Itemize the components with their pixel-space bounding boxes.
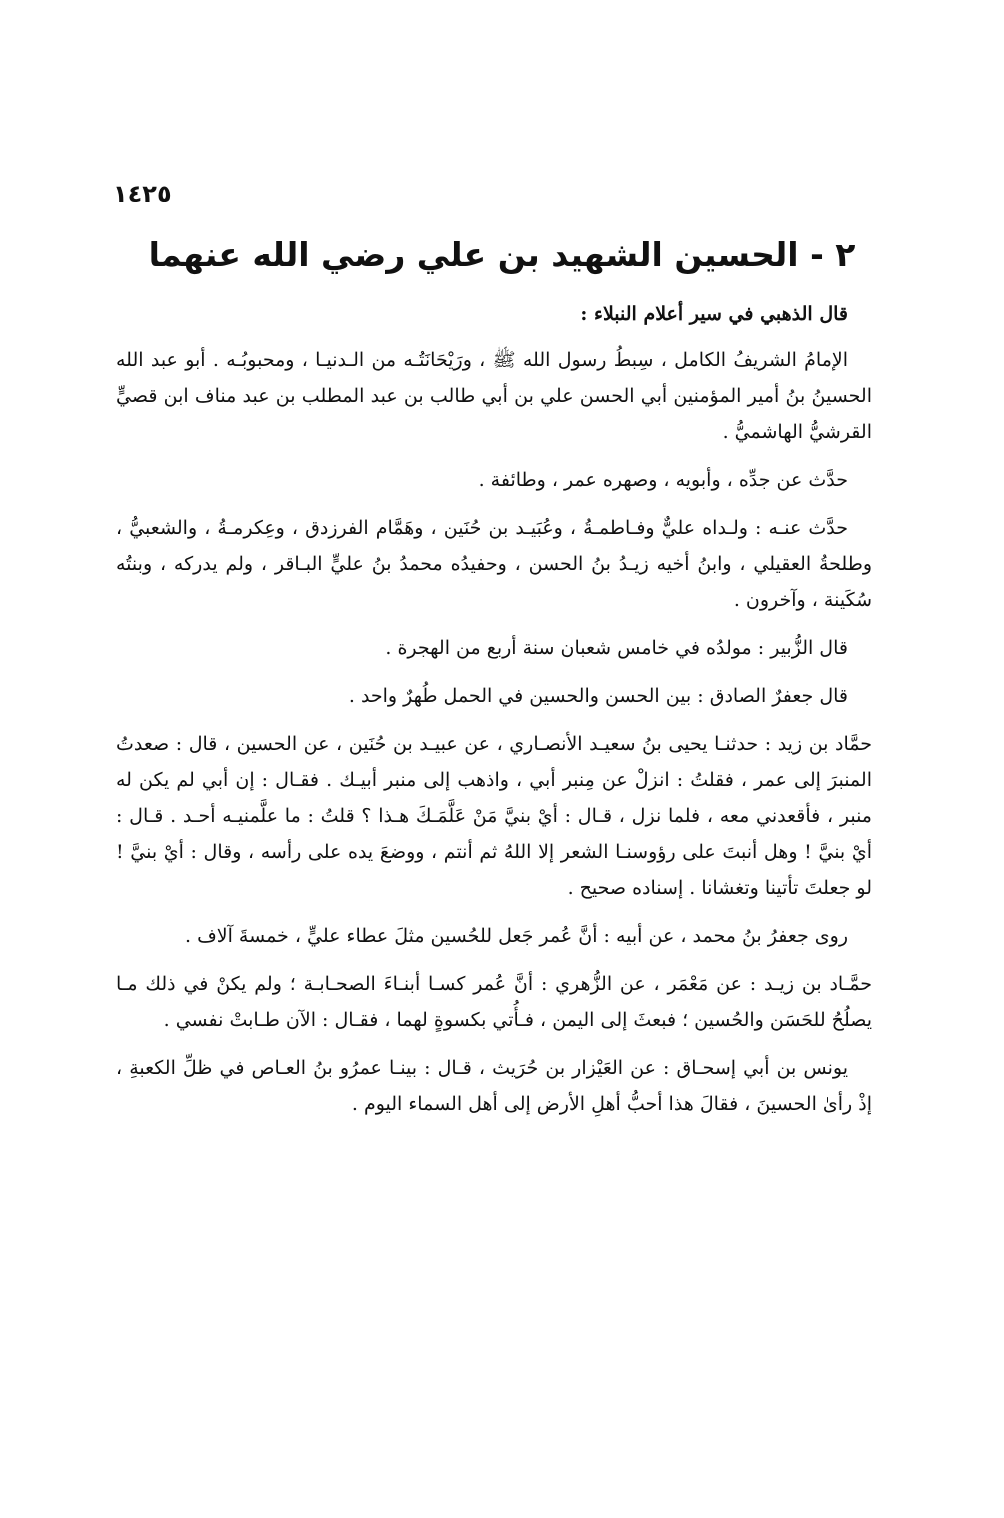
paragraph: قال الزُّبير : مولدُه في خامس شعبان سنة أربع من الهجرة . (385, 637, 848, 659)
paragraph: الإمامُ الشريفُ الكامل ، سِبطُ رسول الله ﷺ ، ورَيْحَانَتُـه من الـدنيـا ، ومحبوبُـه . أبو عبد الله الحسينُ بنُ أمير المؤمنين أبي الحسن علي بن أبي طالب بن عبد المطلب بن عبد مناف ابن قصيٍّ القرشيُّ الهاشميُّ . (116, 349, 872, 443)
paragraph: حمَّـاد بن زيـد : عن مَعْمَر ، عن الزُّهري : أنَّ عُمر كسـا أبنـاءَ الصحـابـة ؛ ولم يكنْ في ذلك مـا يصلُحُ للحَسَن والحُسين ؛ فبعثَ إلى اليمن ، فـأُتي بكسوةٍ لهما ، فقـال : الآن طـابتْ نفسي . (116, 973, 872, 1031)
paragraph: روى جعفرُ بنُ محمد ، عن أبيه : أنَّ عُمر جَعل للحُسين مثلَ عطاء عليٍّ ، خمسةَ آلاف . (185, 925, 848, 947)
paragraph: حمَّاد بن زيد : حدثنـا يحيى بنُ سعيـد الأنصـاري ، عن عبيـد بن حُنَين ، عن الحسين ، قال : صعدتُ المنبرَ إلى عمر ، فقلتُ : انزلْ عن مِنبر أبي ، واذهب إلى منبر أبيـك . فقـال : إن أبي لم يكن له منبر ، فأقعدني معه ، فلما نزل ، قـال : أيْ بنيَّ مَنْ عَلَّمَـكَ هـذا ؟ قلتُ : ما علَّمنيـه أحـد . قـال : أيْ بنيَّ ! وهل أنبتَ على رؤوسنـا الشعر إلا اللهُ ثم أنتم ، ووضعَ يده على رأسه ، وقال : أيْ بنيَّ ! لو جعلتَ تأتينا وتغشانا . إسناده صحيح . (116, 733, 872, 899)
paragraph: يونس بن أبي إسحـاق : عن العَيْزار بن حُرَيث ، قـال : بينـا عمرُو بنُ العـاص في ظلِّ الكعبةِ ، إذْ رأىٰ الحسينَ ، فقالَ هذا أحبُّ أهلِ الأرض إلى أهل السماء اليوم . (116, 1057, 872, 1115)
body-text (116, 296, 872, 1134)
paragraph: حدَّث عن جدِّه ، وأبويه ، وصهره عمر ، وطائفة . (478, 469, 848, 491)
paragraph: حدَّث عنـه : ولـداه عليٌّ وفـاطمـةُ ، وعُبَيـد بن حُنَين ، وهَمَّام الفرزدق ، وعِكرمـةُ ، والشعبيُّ ، وطلحةُ العقيلي ، وابنُ أخيه زيـدُ بنُ الحسن ، وحفيدُه محمدُ بنُ عليٍّ البـاقر ، ولم يدركه ، وبنتُه سُكَينة ، وآخرون . (116, 517, 872, 611)
paragraph: قال جعفرٌ الصادق : بين الحسن والحسين في الحمل طُهرٌ واحد . (348, 685, 848, 707)
page-number: ١٤٢٥ (113, 180, 172, 208)
section-title: ٢ - الحسين الشهيد بن علي رضي الله عنهما (148, 235, 856, 274)
source-intro-paragraph: قال الذهبي في سير أعلام النبلاء : (580, 303, 848, 325)
